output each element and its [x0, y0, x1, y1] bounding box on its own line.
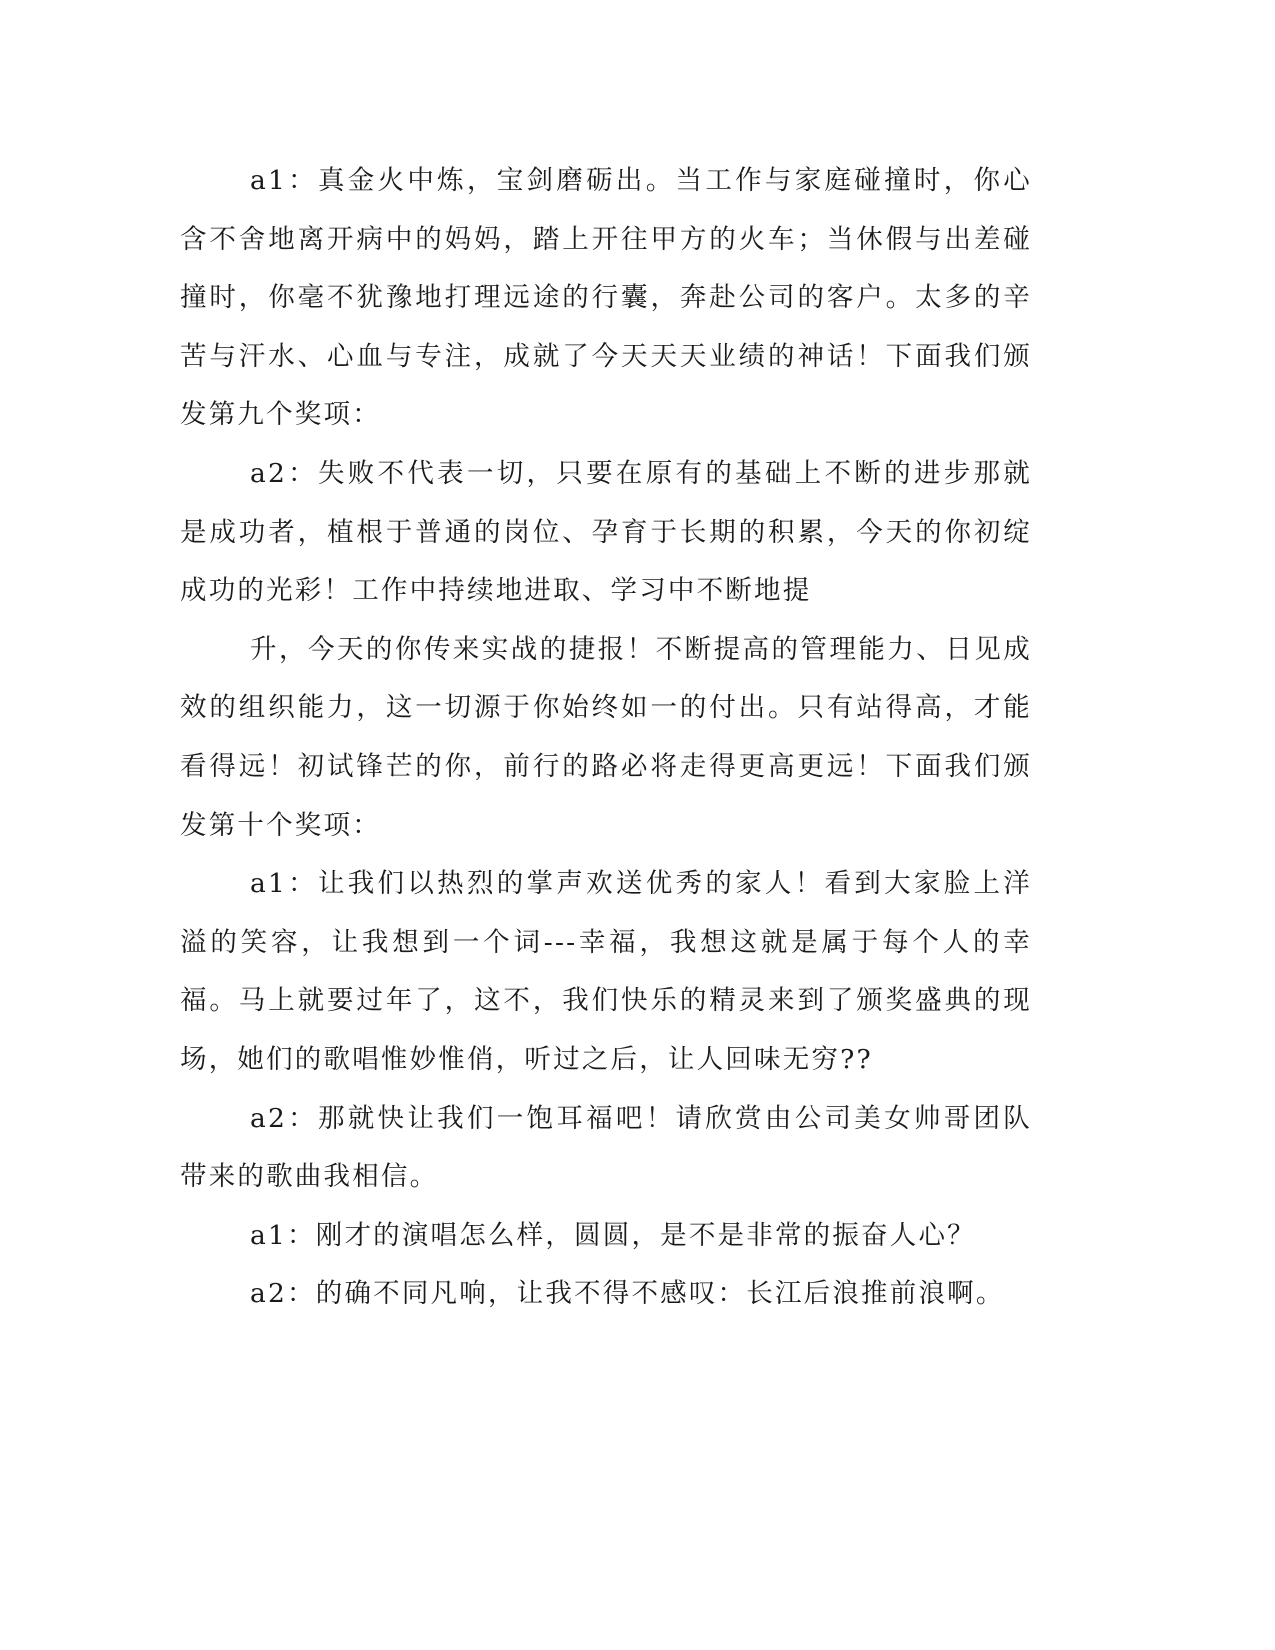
paragraph-6: a1：刚才的演唱怎么样，圆圆，是不是非常的振奋人心？ — [250, 1219, 976, 1251]
paragraph-1: a1：真金火中炼，宝剑磨砺出。当工作与家庭碰撞时，你心含不舍地离开病中的妈妈，踏上开往甲方的火车；当休假与出差碰撞时，你毫不犹豫地打理远途的行囊，奔赴公司的客户。太多的辛苦与汗水、心血与专注，成就了今天天天业绩的神话！下面我们颁发第九个奖项： — [180, 165, 1032, 431]
document-body — [180, 152, 1032, 1324]
paragraph-7: a2：的确不同凡响，让我不得不感叹：长江后浪推前浪啊。 — [250, 1278, 1005, 1310]
paragraph-2: a2：失败不代表一切，只要在原有的基础上不断的进步那就是成功者，植根于普通的岗位、孕育于长期的积累，今天的你初绽成功的光彩！工作中持续地进取、学习中不断地提 — [180, 457, 1032, 607]
paragraph-4: a1：让我们以热烈的掌声欢送优秀的家人！看到大家脸上洋溢的笑容，让我想到一个词---幸福，我想这就是属于每个人的幸福。马上就要过年了，这不，我们快乐的精灵来到了颁奖盛典的现场，她们的歌唱惟妙惟俏，听过之后，让人回味无穷?? — [180, 868, 1032, 1075]
paragraph-3: 升，今天的你传来实战的捷报！不断提高的管理能力、日见成效的组织能力，这一切源于你始终如一的付出。只有站得高，才能看得远！初试锋芒的你，前行的路必将走得更高更远！下面我们颁发第十个奖项： — [180, 633, 1032, 841]
paragraph-5: a2：那就快让我们一饱耳福吧！请欣赏由公司美女帅哥团队带来的歌曲我相信。 — [180, 1102, 1032, 1193]
